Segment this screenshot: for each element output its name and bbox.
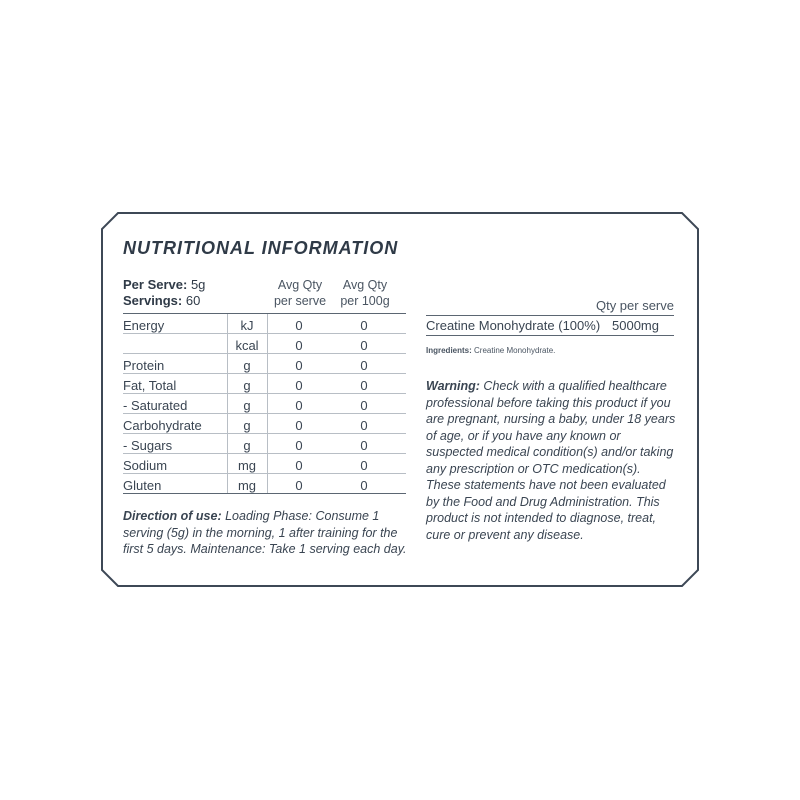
- nutrient-name: - Sugars: [123, 438, 173, 453]
- row-rule: [123, 373, 406, 374]
- servings-label: Servings:: [123, 293, 183, 308]
- active-ingredient-qty: 5000mg: [612, 318, 659, 333]
- nutrient-per-100g: 0: [360, 318, 368, 333]
- directions-label: Direction of use:: [123, 509, 222, 523]
- nutrient-per-100g: 0: [360, 358, 368, 373]
- active-top-rule: [426, 315, 674, 316]
- column-divider: [267, 314, 268, 493]
- nutrient-unit: kcal: [235, 338, 259, 353]
- nutrient-unit: g: [243, 358, 251, 373]
- nutrient-name: Gluten: [123, 478, 162, 493]
- warning-label: Warning:: [426, 379, 480, 393]
- table-top-rule: [123, 313, 406, 314]
- nutrient-unit: mg: [237, 478, 257, 493]
- nutrient-per-serve: 0: [295, 438, 303, 453]
- row-rule: [123, 473, 406, 474]
- servings: [123, 293, 200, 308]
- nutrient-per-serve: 0: [295, 358, 303, 373]
- nutrient-per-100g: 0: [360, 478, 368, 493]
- per-serve-label: Per Serve:: [123, 277, 188, 292]
- col-header-per-100g: [333, 277, 397, 309]
- nutrient-per-serve: 0: [295, 458, 303, 473]
- nutrient-unit: g: [243, 418, 251, 433]
- servings-value: 60: [185, 293, 201, 308]
- nutrient-per-serve: 0: [295, 378, 303, 393]
- nutrient-per-serve: 0: [295, 418, 303, 433]
- col-header-line: Avg Qty: [342, 278, 388, 292]
- col-header-per-serve: [268, 277, 332, 309]
- ingredients-text: Creatine Monohydrate.: [474, 346, 556, 355]
- row-rule: [123, 433, 406, 434]
- active-qty-header: Qty per serve: [595, 298, 674, 313]
- nutrient-per-100g: 0: [360, 438, 368, 453]
- nutrient-unit: g: [243, 398, 251, 413]
- row-rule: [123, 333, 406, 334]
- nutrient-name: Protein: [123, 358, 165, 373]
- directions-of-use: [123, 508, 408, 558]
- directions-text: Loading Phase: Consume 1 serving (5g) in the morning, 1 after training for the first 5 days. Maintenance: Take 1 serving each day.: [123, 509, 407, 556]
- warning: [426, 378, 676, 543]
- warning-text: Check with a qualified healthcare professional before taking this product if you are pregnant, nursing a baby, under 18 years of age, or if you have any known or suspected medical condition(s) and/or taking any prescription or OTC medication(s). These statements have not been evaluated by the Food and Drug Administration. This product is not intended to diagnose, treat, cure or prevent any disease.: [426, 379, 676, 542]
- nutrient-name: Carbohydrate: [123, 418, 202, 433]
- nutrient-per-serve: 0: [295, 478, 303, 493]
- row-rule: [123, 493, 406, 494]
- per-serve-value: 5g: [190, 277, 206, 292]
- ingredients: [426, 346, 555, 355]
- row-rule: [123, 413, 406, 414]
- col-header-line: per serve: [273, 294, 327, 308]
- active-bottom-rule: [426, 335, 674, 336]
- panel-title: NUTRITIONAL INFORMATION: [123, 238, 399, 258]
- row-rule: [123, 453, 406, 454]
- nutrient-unit: kJ: [240, 318, 254, 333]
- nutrient-name: Energy: [123, 318, 165, 333]
- nutrient-name: - Saturated: [123, 398, 188, 413]
- nutrient-per-100g: 0: [360, 418, 368, 433]
- column-divider: [227, 314, 228, 493]
- col-header-line: Avg Qty: [277, 278, 323, 292]
- nutrient-per-100g: 0: [360, 378, 368, 393]
- col-header-line: per 100g: [340, 294, 390, 308]
- active-ingredient-name: Creatine Monohydrate (100%): [426, 318, 601, 333]
- nutrient-per-100g: 0: [360, 458, 368, 473]
- row-rule: [123, 393, 406, 394]
- nutrient-per-serve: 0: [295, 338, 303, 353]
- per-serve: [123, 277, 205, 292]
- ingredients-label: Ingredients:: [426, 346, 472, 355]
- nutrient-per-serve: 0: [295, 318, 303, 333]
- nutrient-per-100g: 0: [360, 398, 368, 413]
- nutrient-unit: g: [243, 378, 251, 393]
- nutrient-unit: mg: [237, 458, 257, 473]
- nutrient-unit: g: [243, 438, 251, 453]
- nutrient-name: Sodium: [123, 458, 168, 473]
- nutrient-per-100g: 0: [360, 338, 368, 353]
- row-rule: [123, 353, 406, 354]
- nutrient-name: Fat, Total: [123, 378, 177, 393]
- nutrient-per-serve: 0: [295, 398, 303, 413]
